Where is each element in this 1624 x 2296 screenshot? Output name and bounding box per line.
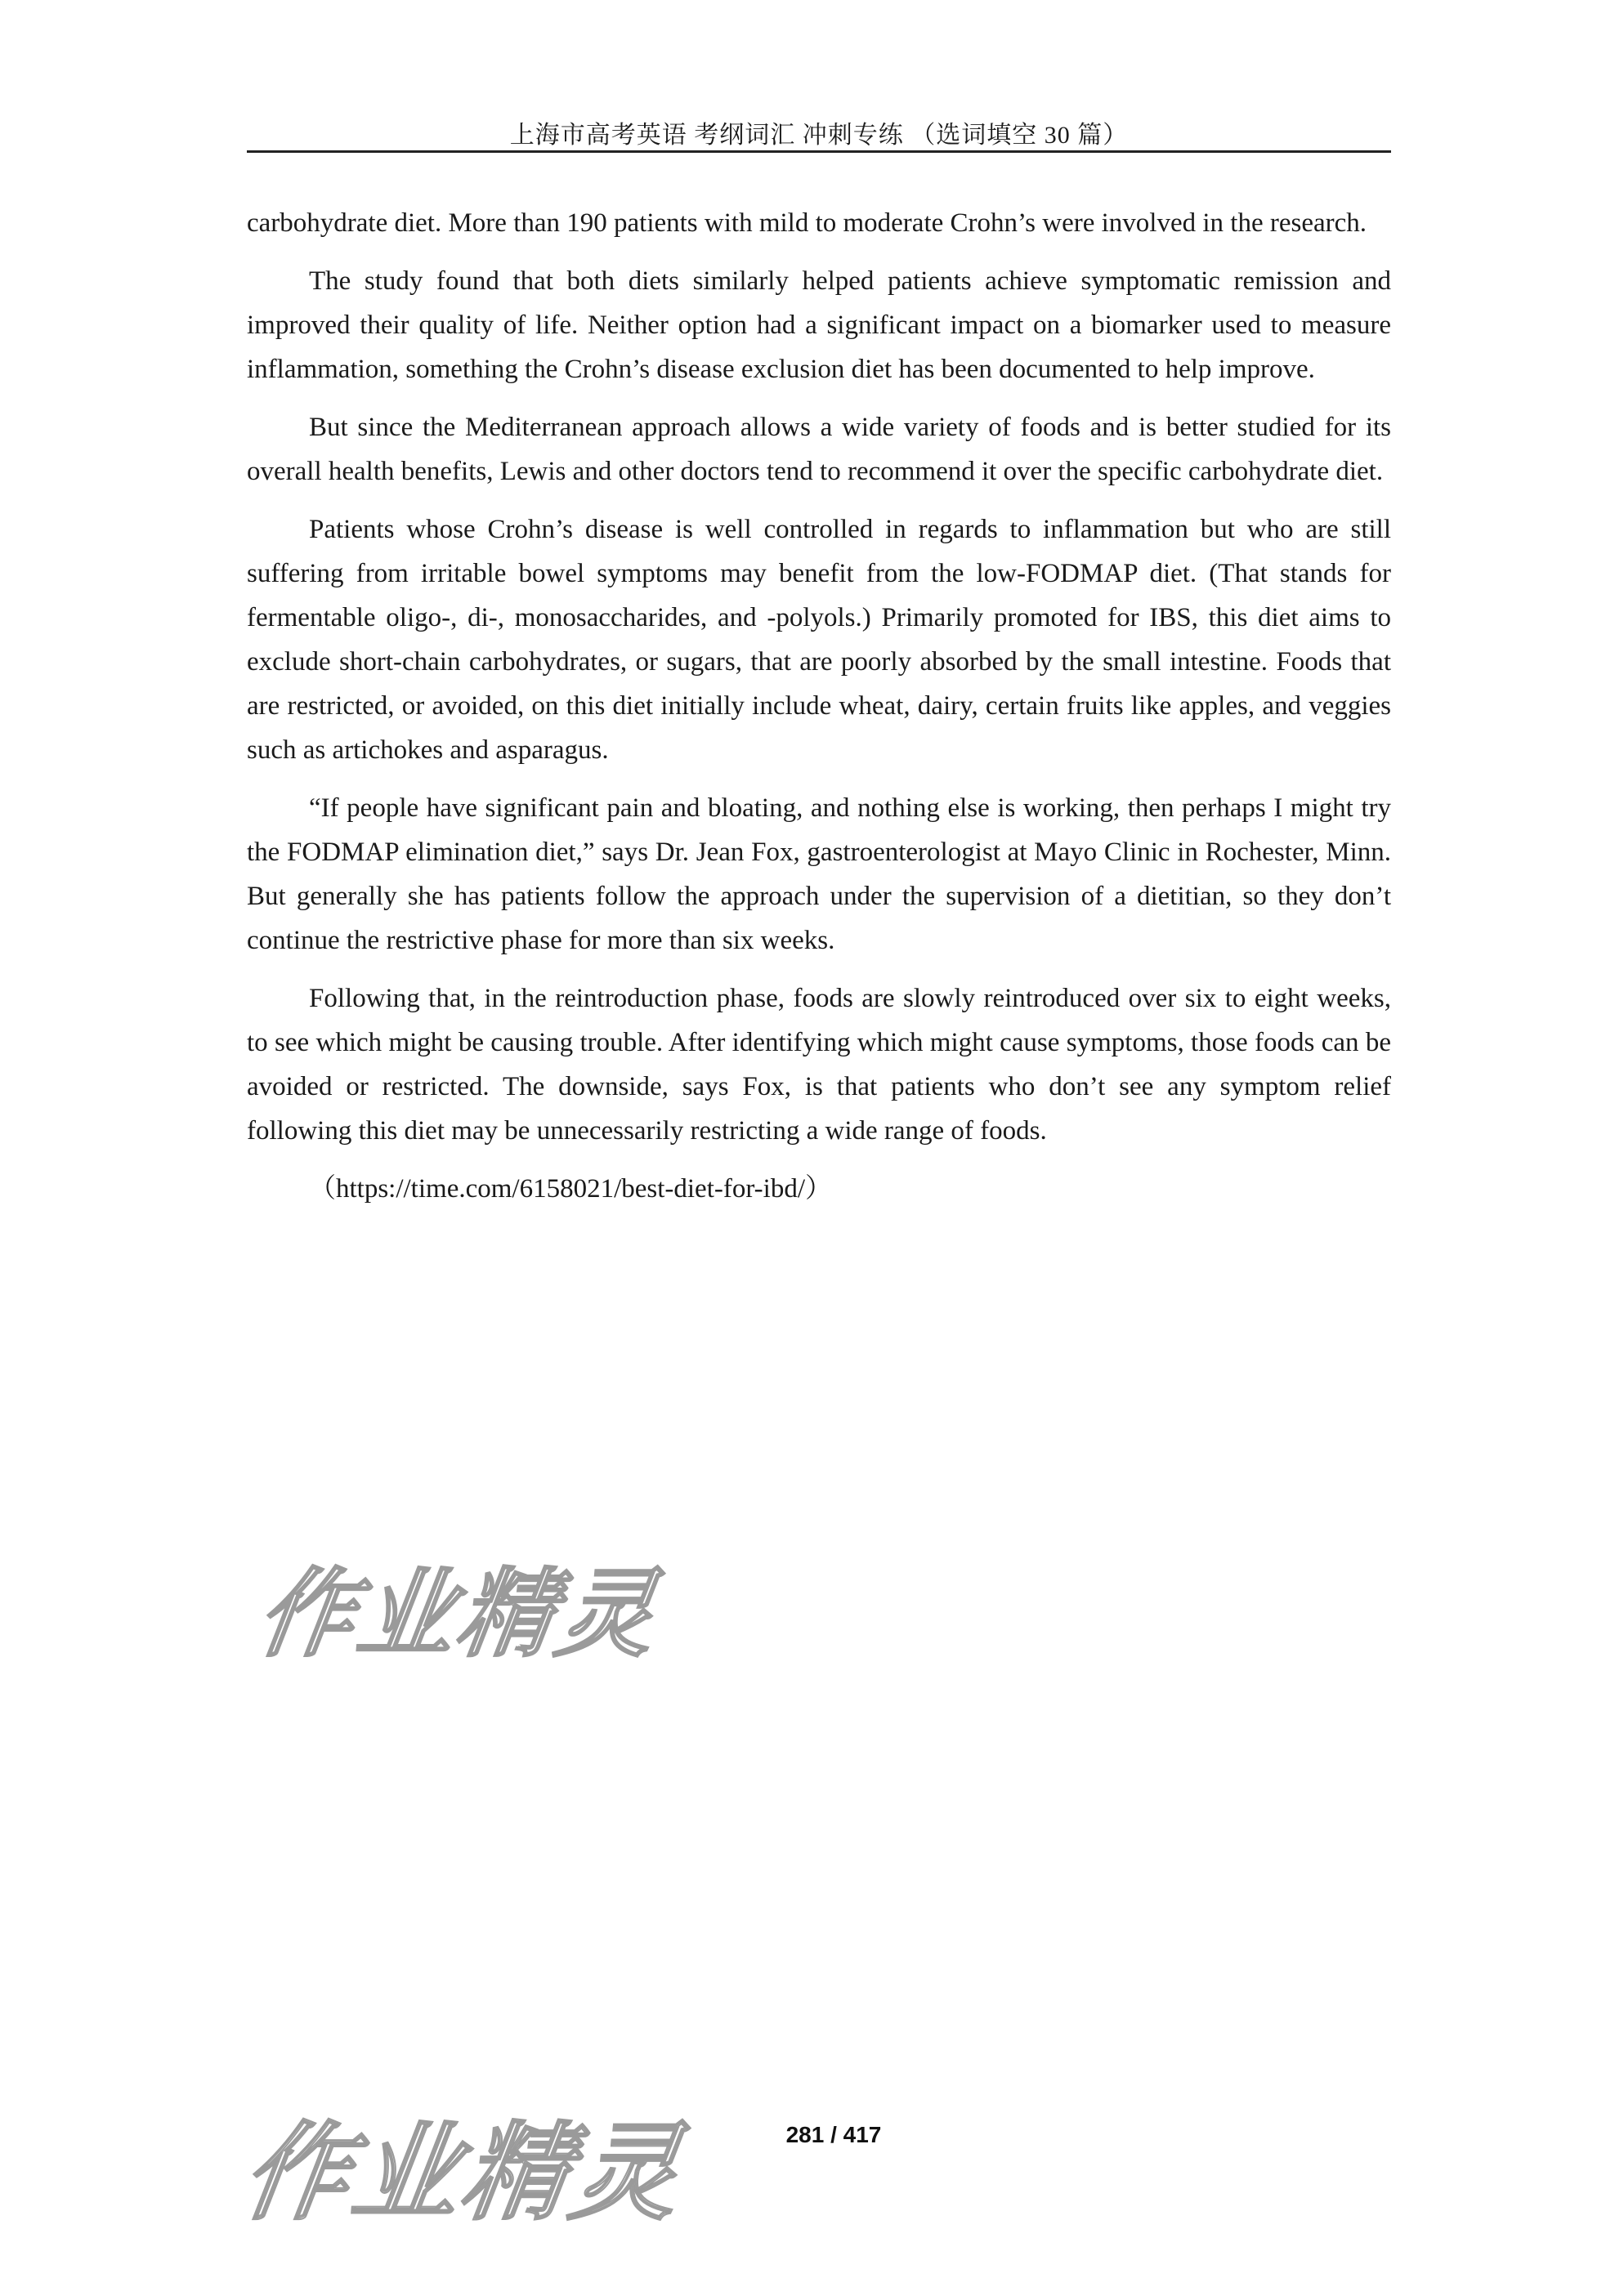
paragraph-5: “If people have significant pain and bloating, and nothing else is working, then perhaps I might try the FODMAP elimination diet,” says Dr. Jean Fox, gastroenterologist at Mayo Clinic in Rochester, Minn. But generally she has patients follow the approach under the supervision of a dietitian, so they don’t continue the restrictive phase for more than six weeks. xyxy=(247,793,1391,955)
paragraph-2: The study found that both diets similarly helped patients achieve symptomatic remission and improved their quality of life. Neither option had a significant impact on a biomarker used to measure inflammation, something the Crohn’s disease exclusion diet has been documented to help improve. xyxy=(247,266,1391,384)
paragraph-3: But since the Mediterranean approach allows a wide variety of foods and is better studied for its overall health benefits, Lewis and other doctors tend to recommend it over the specific carbohydrate diet. xyxy=(247,413,1391,486)
source-link: （https://time.com/6158021/best-diet-for-ibd/） xyxy=(309,1174,833,1204)
header-divider xyxy=(247,150,1391,153)
paragraph-4: Patients whose Crohn’s disease is well controlled in regards to inflammation but who are still suffering from irritable bowel symptoms may benefit from the low-FODMAP diet. (That stands for fermentable oligo-, di-, monosaccharides, and -polyols.) Primarily promoted for IBS, this diet aims to exclude short-chain carbohydrates, or sugars, that are poorly absorbed by the small intestine. Foods that are restricted, or avoided, on this diet initially include wheat, dairy, certain fruits like apples, and veggies such as artichokes and asparagus. xyxy=(247,515,1391,765)
paragraph-1: carbohydrate diet. More than 190 patients with mild to moderate Crohn’s were involved in the research. xyxy=(247,208,1367,238)
watermark-logo: 作业精灵 xyxy=(250,1557,666,1670)
article-body xyxy=(247,201,1391,1225)
page-header-title: 上海市高考英语 考纲词汇 冲刺专练 （选词填空 30 篇） xyxy=(509,122,1129,149)
page-number: 281 / 417 xyxy=(785,2122,882,2147)
watermark-logo-footer: 作业精灵 xyxy=(235,2111,691,2235)
paragraph-6: Following that, in the reintroduction phase, foods are slowly reintroduced over six to eight weeks, to see which might be causing trouble. After identifying which might cause symptoms, those foods can be avoided or restricted. The downside, says Fox, is that patients who don’t see any symptom relief following this diet may be unnecessarily restricting a wide range of foods. xyxy=(247,984,1391,1146)
